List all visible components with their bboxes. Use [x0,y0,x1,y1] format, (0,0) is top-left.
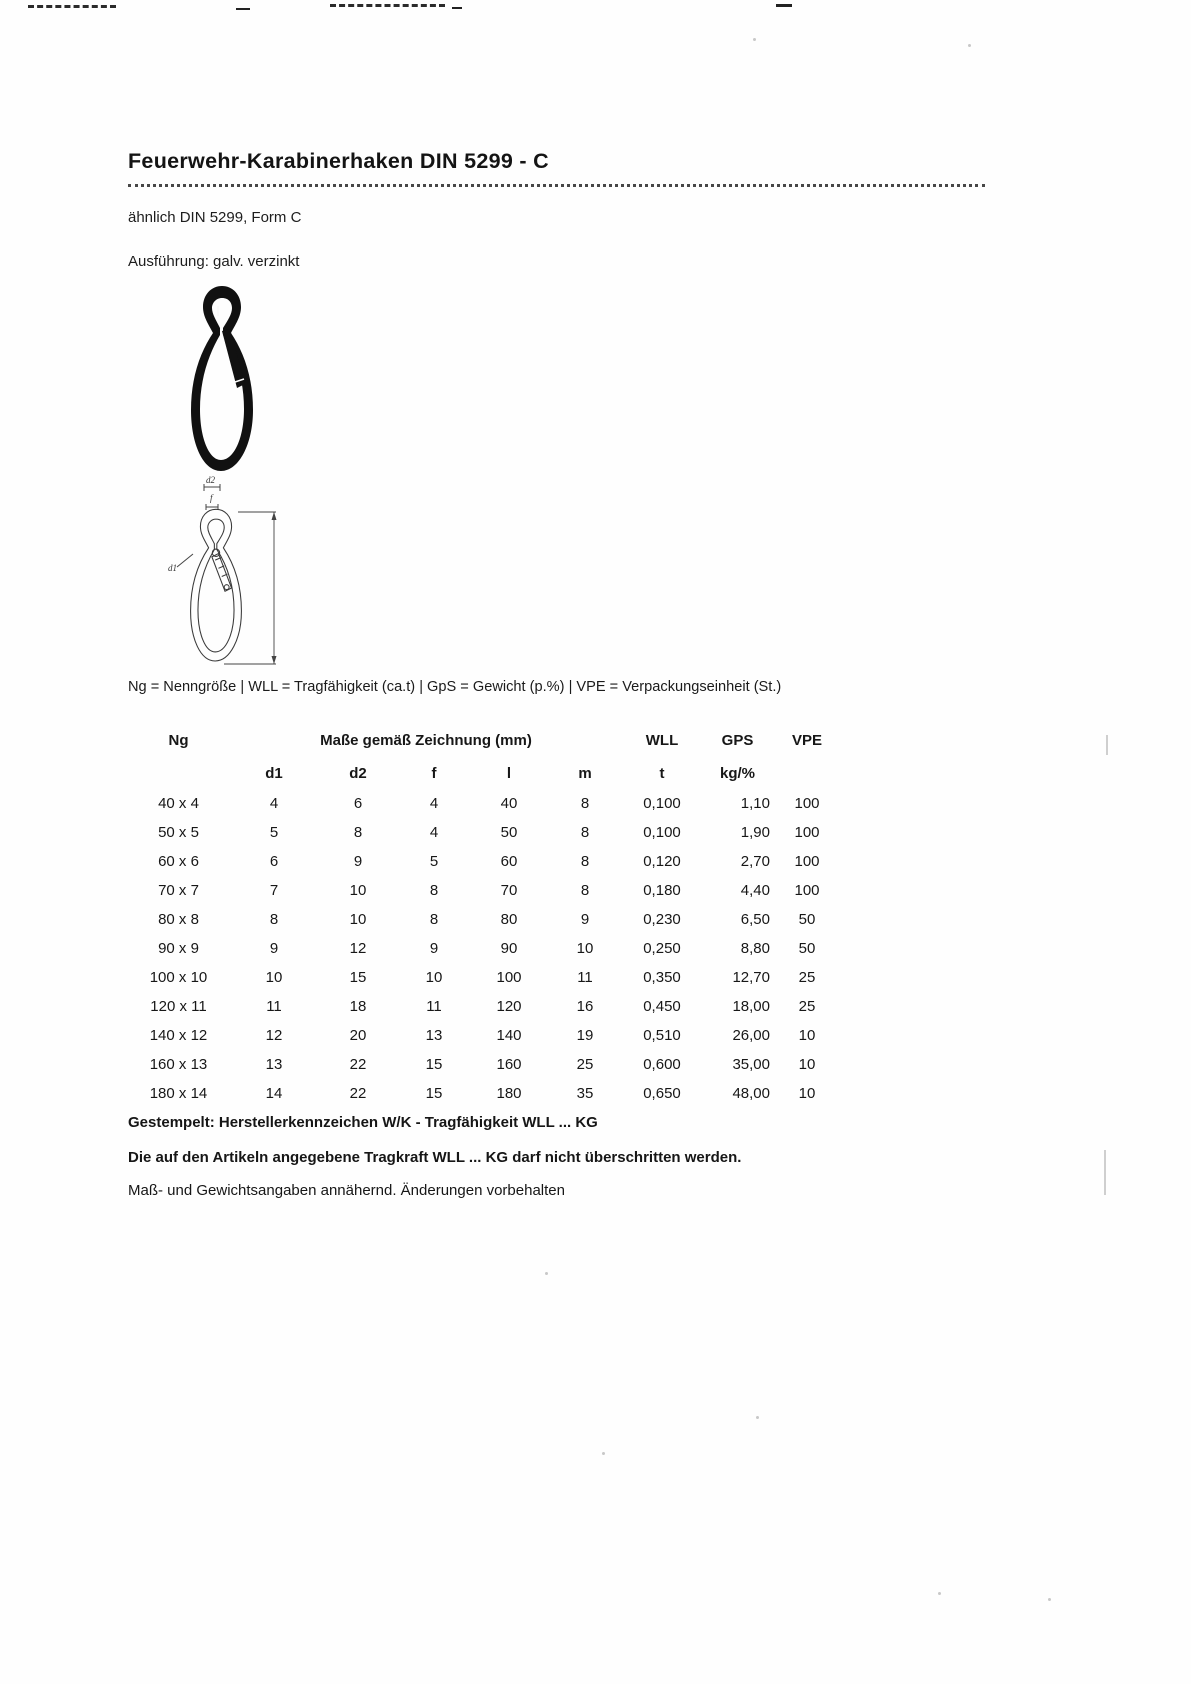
table-cell: 8,80 [740,940,770,957]
table-cell: 7 [269,882,279,899]
table-cell: 160 x 13 [149,1056,208,1073]
table-cell: 26,00 [732,1027,770,1044]
table-cell: 18 [349,998,367,1015]
table-cell: 0,510 [643,1027,681,1044]
sub-header-kg: kg/% [719,765,755,782]
dim-label-d2: d2 [206,475,215,485]
table-cell: 8 [580,824,590,841]
table-cell: 60 [500,853,518,870]
table-row [128,818,840,847]
col-header-gps: GPS [721,731,754,749]
scan-artifact [968,44,971,47]
table-cell: 10 [798,1085,816,1102]
table-cell: 25 [798,998,816,1015]
table-cell: 15 [425,1085,443,1102]
table-header-spacer [128,758,229,789]
table-cell: 35,00 [732,1056,770,1073]
table-row [128,789,840,818]
scan-artifact [1106,735,1108,755]
table-cell: 25 [576,1056,594,1073]
table-row [128,934,840,963]
scan-artifact [1048,1598,1051,1601]
note-dimensions-approx: Maß- und Gewichtsangaben annähernd. Änderungen vorbehalten [128,1182,565,1199]
table-cell: 8 [580,795,590,812]
table-row [128,1050,840,1079]
table-cell: 22 [349,1085,367,1102]
table-cell: 140 x 12 [149,1027,208,1044]
table-cell: 13 [425,1027,443,1044]
table-cell: 0,600 [643,1056,681,1073]
table-cell: 4 [429,824,439,841]
table-row [128,992,840,1021]
table-cell: 8 [353,824,363,841]
table-cell: 40 x 4 [158,795,199,812]
table-cell: 9 [353,853,363,870]
table-cell: 1,10 [740,795,770,812]
scan-artifact [236,8,250,10]
scan-artifact [938,1592,941,1595]
table-cell: 4 [269,795,279,812]
table-cell: 12 [265,1027,283,1044]
table-cell: 5 [429,853,439,870]
table-cell: 11 [426,998,442,1015]
table-cell: 11 [266,998,282,1015]
title-underline [128,184,985,187]
note-wll-warning: Die auf den Artikeln angegebene Tragkraft WLL ... KG darf nicht überschritten werden. [128,1149,742,1166]
table-cell: 9 [269,940,279,957]
scan-artifact [28,5,116,8]
table-cell: 13 [265,1056,283,1073]
table-cell: 10 [798,1027,816,1044]
table-cell: 8 [269,911,279,928]
dim-label-d1: d1 [168,563,177,573]
scan-artifact [756,1416,759,1419]
table-cell: 10 [349,882,367,899]
table-cell: 25 [798,969,816,986]
table-cell: 8 [580,853,590,870]
scan-artifact [545,1272,548,1275]
table-cell: 80 x 8 [158,911,199,928]
sub-header-d2: d2 [349,765,367,782]
table-cell: 0,350 [643,969,681,986]
col-header-ng: Ng [168,731,189,749]
table-cell: 10 [425,969,443,986]
table-cell: 100 [794,824,820,841]
dim-label-f: f [210,493,213,503]
table-cell: 19 [576,1027,594,1044]
table-cell: 12 [349,940,367,957]
table-cell: 18,00 [732,998,770,1015]
table-cell: 6 [353,795,363,812]
table-row [128,847,840,876]
sub-header-m: m [578,765,592,782]
spec-table-body [128,789,840,1108]
sub-header-l: l [506,765,512,782]
table-cell: 120 x 11 [150,998,207,1015]
col-header-dims: Maße gemäß Zeichnung (mm) [320,731,532,749]
table-cell: 50 [798,940,816,957]
table-header-spacer [774,758,840,789]
table-group-header-row [128,722,840,758]
col-header-vpe: VPE [791,731,822,749]
table-cell: 0,100 [643,795,681,812]
sub-header-f: f [431,765,437,782]
table-cell: 48,00 [732,1085,770,1102]
table-cell: 0,450 [643,998,681,1015]
table-row [128,1079,840,1108]
table-cell: 8 [429,882,439,899]
scan-artifact [602,1452,605,1455]
table-cell: 0,650 [643,1085,681,1102]
sub-header-t: t [659,765,665,782]
table-cell: 22 [349,1056,367,1073]
table-cell: 15 [425,1056,443,1073]
table-cell: 140 [496,1027,522,1044]
table-cell: 100 [794,853,820,870]
table-cell: 0,100 [643,824,681,841]
table-cell: 0,120 [643,853,681,870]
table-cell: 80 [500,911,518,928]
scan-artifact [330,4,445,7]
table-cell: 10 [349,911,367,928]
note-stamped: Gestempelt: Herstellerkennzeichen W/K - Tragfähigkeit WLL ... KG [128,1114,598,1131]
table-cell: 0,180 [643,882,681,899]
table-cell: 50 [500,824,518,841]
carabiner-technical-drawing [166,474,284,672]
table-cell: 70 [500,882,518,899]
table-cell: 0,250 [643,940,681,957]
table-row [128,905,840,934]
table-cell: 2,70 [740,853,770,870]
table-cell: 9 [580,911,590,928]
table-cell: 1,90 [740,824,770,841]
spec-table [128,722,840,1108]
table-cell: 20 [349,1027,367,1044]
table-cell: 8 [429,911,439,928]
table-cell: 6 [269,853,279,870]
scan-artifact [753,38,756,41]
table-sub-header-row [128,758,840,789]
table-cell: 10 [576,940,594,957]
table-cell: 180 x 14 [149,1085,208,1102]
scan-artifact [1104,1150,1106,1195]
table-cell: 90 x 9 [158,940,199,957]
sub-header-d1: d1 [265,765,283,782]
table-cell: 5 [269,824,279,841]
legend-line: Ng = Nenngröße | WLL = Tragfähigkeit (ca.t) | GpS = Gewicht (p.%) | VPE = Verpackungseinheit (St.) [128,679,782,695]
table-row [128,876,840,905]
table-cell: 100 [794,795,820,812]
table-cell: 100 [496,969,522,986]
table-cell: 160 [496,1056,522,1073]
table-row [128,1021,840,1050]
table-cell: 16 [576,998,594,1015]
scan-artifact [776,4,792,7]
scan-artifact [452,7,462,9]
table-cell: 35 [576,1085,594,1102]
table-row [128,963,840,992]
table-cell: 0,230 [643,911,681,928]
subtitle-similar-din: ähnlich DIN 5299, Form C [128,209,302,226]
table-cell: 10 [265,969,283,986]
table-cell: 8 [580,882,590,899]
table-cell: 50 x 5 [158,824,199,841]
table-cell: 12,70 [732,969,770,986]
table-cell: 50 [798,911,816,928]
page-title: Feuerwehr-Karabinerhaken DIN 5299 - C [128,149,549,173]
table-cell: 100 [794,882,820,899]
table-cell: 4,40 [740,882,770,899]
carabiner-photo [172,282,272,474]
table-cell: 120 [496,998,522,1015]
table-cell: 70 x 7 [158,882,199,899]
table-cell: 40 [500,795,518,812]
table-cell: 10 [798,1056,816,1073]
table-cell: 11 [577,969,593,986]
table-cell: 90 [500,940,518,957]
subtitle-finish: Ausführung: galv. verzinkt [128,253,300,270]
col-header-wll: WLL [645,731,679,749]
table-cell: 60 x 6 [158,853,199,870]
table-cell: 9 [429,940,439,957]
table-cell: 180 [496,1085,522,1102]
table-cell: 14 [265,1085,283,1102]
table-cell: 15 [349,969,367,986]
table-cell: 6,50 [740,911,770,928]
table-cell: 100 x 10 [149,969,208,986]
table-cell: 4 [429,795,439,812]
